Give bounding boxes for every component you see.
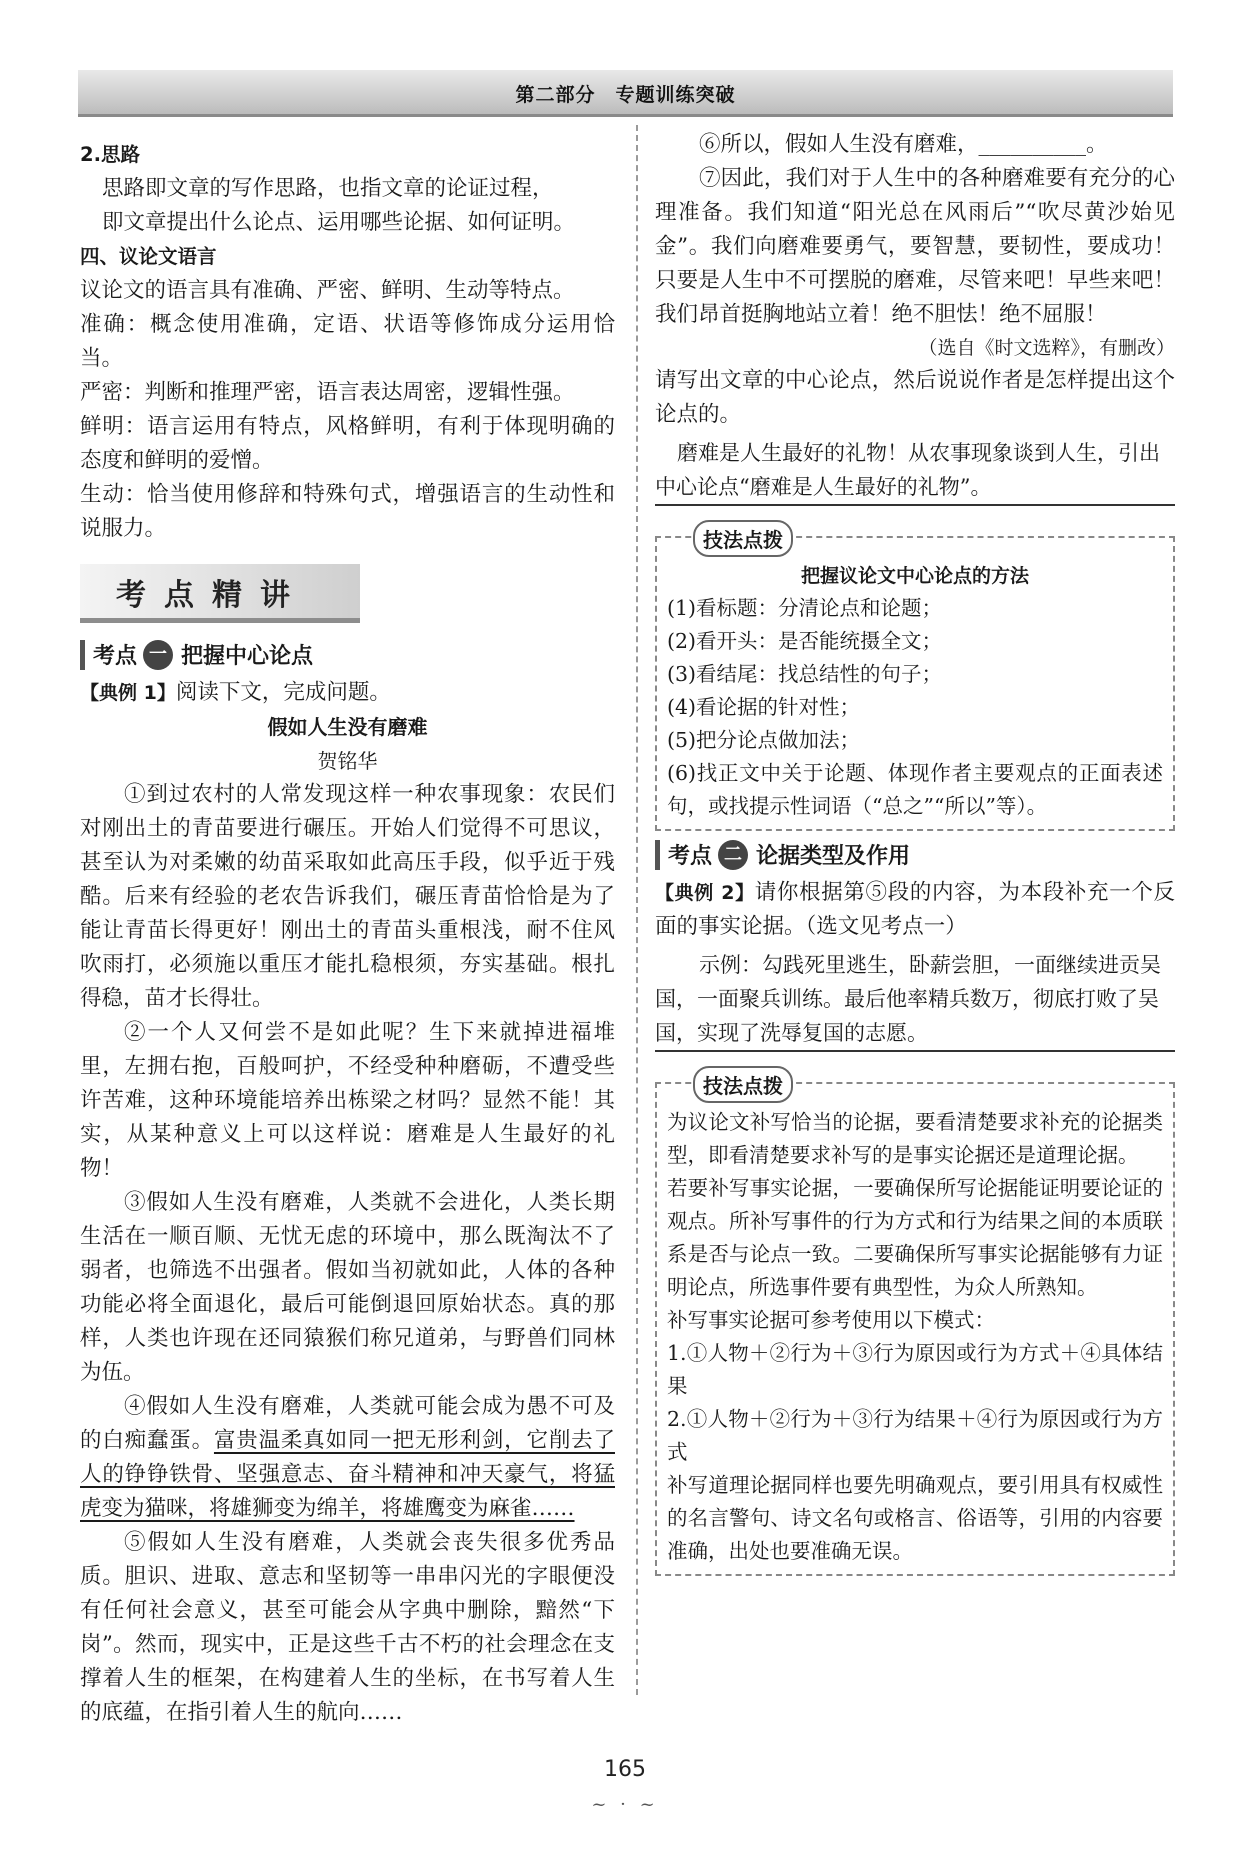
header-bar	[78, 70, 1173, 117]
answer-2: 示例：勾践死里逃生，卧薪尝胆，一面继续进贡吴国，一面聚兵训练。最后他率精兵数万，彻底打败了吴国，实现了洗辱复国的志愿。	[655, 948, 1175, 1052]
essay-text: 。	[1086, 132, 1108, 157]
tip-paragraph: 为议论文补写恰当的论据，要看清楚要求补充的论据类型，即看清楚要求补写的是事实论据还是道理论据。	[667, 1110, 1163, 1167]
tip-item: (5)把分论点做加法；	[667, 728, 861, 752]
tip-box-1	[655, 528, 1175, 831]
heading-bar-icon	[655, 840, 660, 870]
kaodian-prefix: 考点	[668, 844, 713, 869]
intro-line: 生动：恰当使用修辞和特殊句式，增强语言的生动性和说服力。	[80, 482, 615, 541]
example-label: 【典例 1】	[80, 682, 176, 704]
underlined-text: 富贵温柔真如同一把无形利剑，它削去了人的铮铮铁骨、坚强意志、奋斗精神和冲天豪气，将猛虎变为猫咪，将雄狮变为绵羊，将雄鹰变为麻雀……	[80, 1428, 615, 1521]
fill-blank: __________	[978, 132, 1087, 157]
intro-line: 鲜明：语言运用有特点，风格鲜明，有利于体现明确的态度和鲜明的爱憎。	[80, 414, 615, 473]
essay-paragraph	[80, 1390, 615, 1526]
kaodian-number-badge: 二	[718, 840, 748, 870]
tip-tag: 技法点拨	[693, 520, 793, 557]
essay-paragraph: ①到过农村的人常发现这样一种农事现象：农民们对刚出土的青苗要进行碾压。开始人们觉得不可思议，甚至认为对柔嫩的幼苗采取如此高压手段，似乎近于残酷。后来有经验的老农告诉我们，碾压青苗恰恰是为了能让青苗长得更好！刚出土的青苗头重根浅，耐不住风吹雨打，必须施以重压才能扎稳根须，夯实基础。根扎得稳，苗才长得壮。	[80, 782, 615, 1011]
tip-box-2	[655, 1074, 1175, 1576]
essay-paragraph: ③假如人生没有磨难，人类就不会进化，人类长期生活在一顺百顺、无忧无虑的环境中，那么既淘汰不了弱者，也筛选不出强者。假如当初就如此，人体的各种功能必将全面退化，最后可能倒退回原始状态。真的那样，人类也许现在还同猿猴们称兄道弟，与野兽们同林为伍。	[80, 1190, 615, 1385]
essay-text: ⑥所以，假如人生没有磨难，	[699, 132, 979, 157]
column-divider	[636, 125, 638, 1695]
page-ornament-icon: ~ · ~	[591, 1794, 659, 1815]
left-column	[80, 138, 615, 1730]
kaodian-heading-2	[655, 839, 1175, 870]
tip-item: (6)找正文中关于论题、体现作者主要观点的正面表述句，或找提示性词语（“总之”“所以”等）。	[667, 761, 1163, 818]
header-title: 第二部分 专题训练突破	[515, 84, 736, 106]
intro-line: 议论文的语言具有准确、严密、鲜明、生动等特点。	[80, 278, 575, 303]
section-banner	[80, 564, 360, 623]
question-1: 请写出文章的中心论点，然后说说作者是怎样提出这个论点的。	[655, 368, 1175, 427]
essay-text: ④假如人生没有磨难，人类就可能会成为愚不可及的白痴蠢蛋。	[80, 1394, 615, 1453]
tip-tag: 技法点拨	[693, 1066, 793, 1103]
intro-line: 即文章提出什么论点、运用哪些论据、如何证明。	[102, 210, 576, 235]
page-number: 165	[604, 1757, 646, 1782]
tip-item: (1)看标题：分清论点和论题；	[667, 596, 943, 620]
kaodian-title: 论据类型及作用	[756, 844, 911, 869]
kaodian-prefix: 考点	[93, 644, 138, 669]
tip-paragraph: 补写道理论据同样也要先明确观点，要引用具有权威性的名言警句、诗文名句或格言、俗语等，引用的内容要准确，出处也要准确无误。	[667, 1473, 1163, 1563]
essay-paragraph: ⑤假如人生没有磨难，人类就会丧失很多优秀品质。胆识、进取、意志和坚韧等一串串闪光的字眼便没有任何社会意义，甚至可能会从字典中删除，黯然“下岗”。然而，现实中，正是这些千古不朽的社会理念在支撑着人生的框架，在构建着人生的坐标，在书写着人生的底蕴，在指引着人生的航向……	[80, 1530, 615, 1725]
section-banner-text: 考点精讲	[116, 578, 308, 613]
example-prompt: 阅读下文，完成问题。	[175, 680, 391, 705]
essay-paragraph: ②一个人又何尝不是如此呢？生下来就掉进福堆里，左拥右抱，百般呵护，不经受种种磨砺，不遭受些许苦难，这种环境能培养出栋梁之材吗？显然不能！其实，从某种意义上可以这样说：磨难是人生最好的礼物！	[80, 1020, 615, 1181]
kaodian-heading-1	[80, 639, 615, 670]
intro-line: 思路即文章的写作思路，也指文章的论证过程，	[102, 176, 554, 201]
intro-line: 2.思路	[80, 143, 140, 166]
tip-item: (4)看论据的针对性；	[667, 695, 861, 719]
tip-paragraph: 1.①人物＋②行为＋③行为原因或行为方式＋④具体结果	[667, 1341, 1163, 1398]
example-2	[655, 876, 1175, 944]
heading-bar-icon	[80, 640, 85, 670]
example-1	[80, 676, 615, 710]
kaodian-title: 把握中心论点	[181, 644, 314, 669]
tip-paragraph: 2.①人物＋②行为＋③行为结果＋④行为原因或行为方式	[667, 1407, 1163, 1464]
tip-item: (3)看结尾：找总结性的句子；	[667, 662, 943, 686]
tip-item: (2)看开头：是否能统摄全文；	[667, 629, 943, 653]
answer-1: 磨难是人生最好的礼物！从农事现象谈到人生，引出中心论点“磨难是人生最好的礼物”。	[655, 436, 1175, 506]
tip-paragraph: 补写事实论据可参考使用以下模式：	[667, 1308, 995, 1332]
intro-heading: 四、议论文语言	[80, 245, 217, 268]
essay-paragraph: ⑦因此，我们对于人生中的各种磨难要有充分的心理准备。我们知道“阳光总在风雨后”“吹尽黄沙始见金”。我们向磨难要勇气，要智慧，要韧性，要成功！只要是人生中不可摆脱的磨难，尽管来吧！早些来吧！我们昂首挺胸地站立着！绝不胆怯！绝不屈服！	[655, 166, 1175, 327]
intro-line: 严密：判断和推理严密，语言表达周密，逻辑性强。	[80, 380, 575, 405]
tip-paragraph: 若要补写事实论据，一要确保所写论据能证明要论证的观点。所补写事件的行为方式和行为结果之间的本质联系是否与论点一致。二要确保所写事实论据能够有力证明论点，所选事件要有典型性，为众人所熟知。	[667, 1176, 1163, 1299]
kaodian-number-badge: 一	[143, 640, 173, 670]
right-column	[655, 128, 1175, 1584]
example-label: 【典例 2】	[655, 882, 755, 904]
intro-line: 准确：概念使用准确，定语、状语等修饰成分运用恰当。	[80, 312, 615, 371]
essay-author: 贺铭华	[317, 749, 378, 773]
essay-source: （选自《时文选粹》，有删改）	[918, 337, 1175, 359]
essay-title: 假如人生没有磨难	[267, 715, 428, 739]
essay-paragraph	[655, 128, 1175, 162]
example-prompt: 请你根据第⑤段的内容，为本段补充一个反面的事实论据。（选文见考点一）	[655, 880, 1175, 939]
tip-heading: 把握议论文中心论点的方法	[800, 565, 1029, 587]
